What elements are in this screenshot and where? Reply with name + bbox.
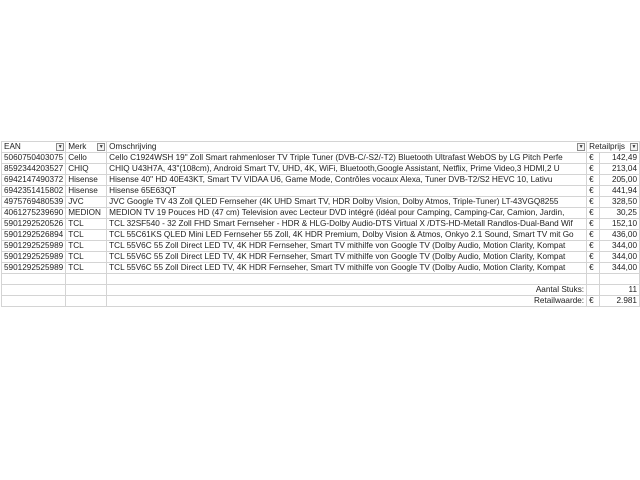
cell-merk[interactable]: TCL — [66, 252, 107, 263]
cell-price[interactable]: 205,00 — [600, 175, 640, 186]
cell-currency[interactable]: € — [587, 241, 600, 252]
cell-ean[interactable]: 5901292525989 — [2, 241, 66, 252]
cell-omschrijving[interactable]: TCL 55V6C 55 Zoll Direct LED TV, 4K HDR Fernseher, Smart TV mithilfe von Google TV (Dolby Audio, Motion Clarity, Kompat — [107, 241, 587, 252]
cell-omschrijving[interactable]: Hisense 40" HD 40E43KT, Smart TV VIDAA U6, Game Mode, Contrôles vocaux Alexa, Tuner DVB-T2/S2 HEVC 10, Lativu — [107, 175, 587, 186]
cell-empty[interactable] — [107, 274, 587, 285]
cell-currency[interactable]: € — [587, 219, 600, 230]
header-retailprijs-label: Retailprijs — [589, 142, 626, 151]
table-row — [2, 230, 640, 241]
cell-ean[interactable]: 6942351415802 — [2, 186, 66, 197]
header-merk-label: Merk — [68, 142, 87, 151]
cell-empty[interactable] — [2, 274, 66, 285]
table-row — [2, 186, 640, 197]
aantal-stuks-label[interactable]: Aantal Stuks: — [107, 285, 587, 296]
cell-currency[interactable]: € — [587, 164, 600, 175]
table-row — [2, 263, 640, 274]
table-row — [2, 153, 640, 164]
filter-dropdown-icon[interactable]: ▼ — [57, 144, 63, 150]
cell-omschrijving[interactable]: CHIQ U43H7A, 43"(108cm), Android Smart TV, UHD, 4K, WiFi, Bluetooth,Google Assistant, Netflix, Prime Video,3 HDMI,2 U — [107, 164, 587, 175]
cell-empty[interactable] — [587, 274, 600, 285]
filter-dropdown-icon[interactable]: ▼ — [98, 144, 104, 150]
cell-ean[interactable]: 5060750403075 — [2, 153, 66, 164]
cell-omschrijving[interactable]: Cello C1924WSH 19" Zoll Smart rahmenloser TV Triple Tuner (DVB-C/-S2/-T2) Bluetooth Ultrafast WebOS by LG Pitch Perfe — [107, 153, 587, 164]
cell-omschrijving[interactable]: MEDION TV 19 Pouces HD (47 cm) Television avec Lecteur DVD intégré (idéal pour Camping, Camping-Car, Camion, Jardin, — [107, 208, 587, 219]
cell-ean[interactable]: 6942147490372 — [2, 175, 66, 186]
cell-price[interactable]: 344,00 — [600, 252, 640, 263]
table-row — [2, 252, 640, 263]
cell-empty[interactable] — [600, 274, 640, 285]
cell-currency[interactable]: € — [587, 230, 600, 241]
summary-row-stuks — [2, 285, 640, 296]
table-row — [2, 175, 640, 186]
filter-dropdown-icon[interactable]: ▼ — [578, 144, 584, 150]
cell-omschrijving[interactable]: TCL 55V6C 55 Zoll Direct LED TV, 4K HDR Fernseher, Smart TV mithilfe von Google TV (Dolby Audio, Motion Clarity, Kompat — [107, 263, 587, 274]
table-row — [2, 197, 640, 208]
retailwaarde-value[interactable]: 2.981 — [600, 296, 640, 307]
cell-merk[interactable]: JVC — [66, 197, 107, 208]
cell-currency[interactable]: € — [587, 263, 600, 274]
table-row — [2, 208, 640, 219]
cell-omschrijving[interactable]: TCL 55C61KS QLED Mini LED Fernseher 55 Zoll, 4K HDR Premium, Dolby Vision & Atmos, Onkyo 2.1 Sound, Smart TV mit Go — [107, 230, 587, 241]
cell-merk[interactable]: TCL — [66, 230, 107, 241]
filter-dropdown-icon[interactable]: ▼ — [631, 144, 637, 150]
cell-price[interactable]: 344,00 — [600, 263, 640, 274]
cell-ean[interactable]: 4975769480539 — [2, 197, 66, 208]
header-omschrijving-label: Omschrijving — [109, 142, 157, 151]
cell-omschrijving[interactable]: TCL 55V6C 55 Zoll Direct LED TV, 4K HDR Fernseher, Smart TV mithilfe von Google TV (Dolby Audio, Motion Clarity, Kompat — [107, 252, 587, 263]
cell-ean[interactable]: 5901292525989 — [2, 263, 66, 274]
cell-merk[interactable]: TCL — [66, 219, 107, 230]
retailwaarde-label[interactable]: Retailwaarde: — [107, 296, 587, 307]
cell-empty[interactable] — [66, 274, 107, 285]
cell-currency[interactable]: € — [587, 252, 600, 263]
cell-merk[interactable]: MEDION — [66, 208, 107, 219]
cell-price[interactable]: 152,10 — [600, 219, 640, 230]
cell-currency[interactable]: € — [587, 208, 600, 219]
cell-ean[interactable]: 5901292526894 — [2, 230, 66, 241]
cell-merk[interactable]: Hisense — [66, 186, 107, 197]
cell-price[interactable]: 30,25 — [600, 208, 640, 219]
header-omschrijving[interactable] — [107, 142, 587, 153]
aantal-stuks-value[interactable]: 11 — [600, 285, 640, 296]
cell-empty[interactable] — [66, 285, 107, 296]
cell-price[interactable]: 436,00 — [600, 230, 640, 241]
header-retailprijs[interactable] — [587, 142, 640, 153]
cell-merk[interactable]: Cello — [66, 153, 107, 164]
cell-omschrijving[interactable]: JVC Google TV 43 Zoll QLED Fernseher (4K UHD Smart TV, HDR Dolby Vision, Dolby Atmos, Triple-Tuner) LT-43VGQ8255 — [107, 197, 587, 208]
cell-ean[interactable]: 5901292520526 — [2, 219, 66, 230]
cell-price[interactable]: 142,49 — [600, 153, 640, 164]
cell-merk[interactable]: CHIQ — [66, 164, 107, 175]
table-row — [2, 219, 640, 230]
spreadsheet-table — [1, 141, 640, 307]
cell-currency[interactable]: € — [587, 186, 600, 197]
cell-currency[interactable]: € — [587, 296, 600, 307]
cell-currency[interactable]: € — [587, 197, 600, 208]
table-row — [2, 164, 640, 175]
cell-price[interactable]: 328,50 — [600, 197, 640, 208]
header-merk[interactable] — [66, 142, 107, 153]
cell-merk[interactable]: TCL — [66, 241, 107, 252]
cell-ean[interactable]: 8592344203527 — [2, 164, 66, 175]
table-row — [2, 241, 640, 252]
cell-price[interactable]: 441,94 — [600, 186, 640, 197]
cell-empty[interactable] — [66, 296, 107, 307]
cell-omschrijving[interactable]: Hisense 65E63QT — [107, 186, 587, 197]
cell-currency[interactable]: € — [587, 175, 600, 186]
cell-price[interactable]: 344,00 — [600, 241, 640, 252]
cell-ean[interactable]: 5901292525989 — [2, 252, 66, 263]
cell-empty[interactable] — [2, 285, 66, 296]
cell-price[interactable]: 213,04 — [600, 164, 640, 175]
cell-currency[interactable]: € — [587, 153, 600, 164]
cell-merk[interactable]: Hisense — [66, 175, 107, 186]
cell-ean[interactable]: 4061275239690 — [2, 208, 66, 219]
header-ean[interactable] — [2, 142, 66, 153]
header-row — [2, 142, 640, 153]
empty-row — [2, 274, 640, 285]
header-ean-label: EAN — [4, 142, 21, 151]
cell-empty[interactable] — [587, 285, 600, 296]
cell-omschrijving[interactable]: TCL 32SF540 - 32 Zoll FHD Smart Fernseher - HDR & HLG-Dolby Audio-DTS Virtual X /DTS-HD-Metall Randlos-Dual-Band Wif — [107, 219, 587, 230]
cell-empty[interactable] — [2, 296, 66, 307]
summary-row-waarde — [2, 296, 640, 307]
cell-merk[interactable]: TCL — [66, 263, 107, 274]
